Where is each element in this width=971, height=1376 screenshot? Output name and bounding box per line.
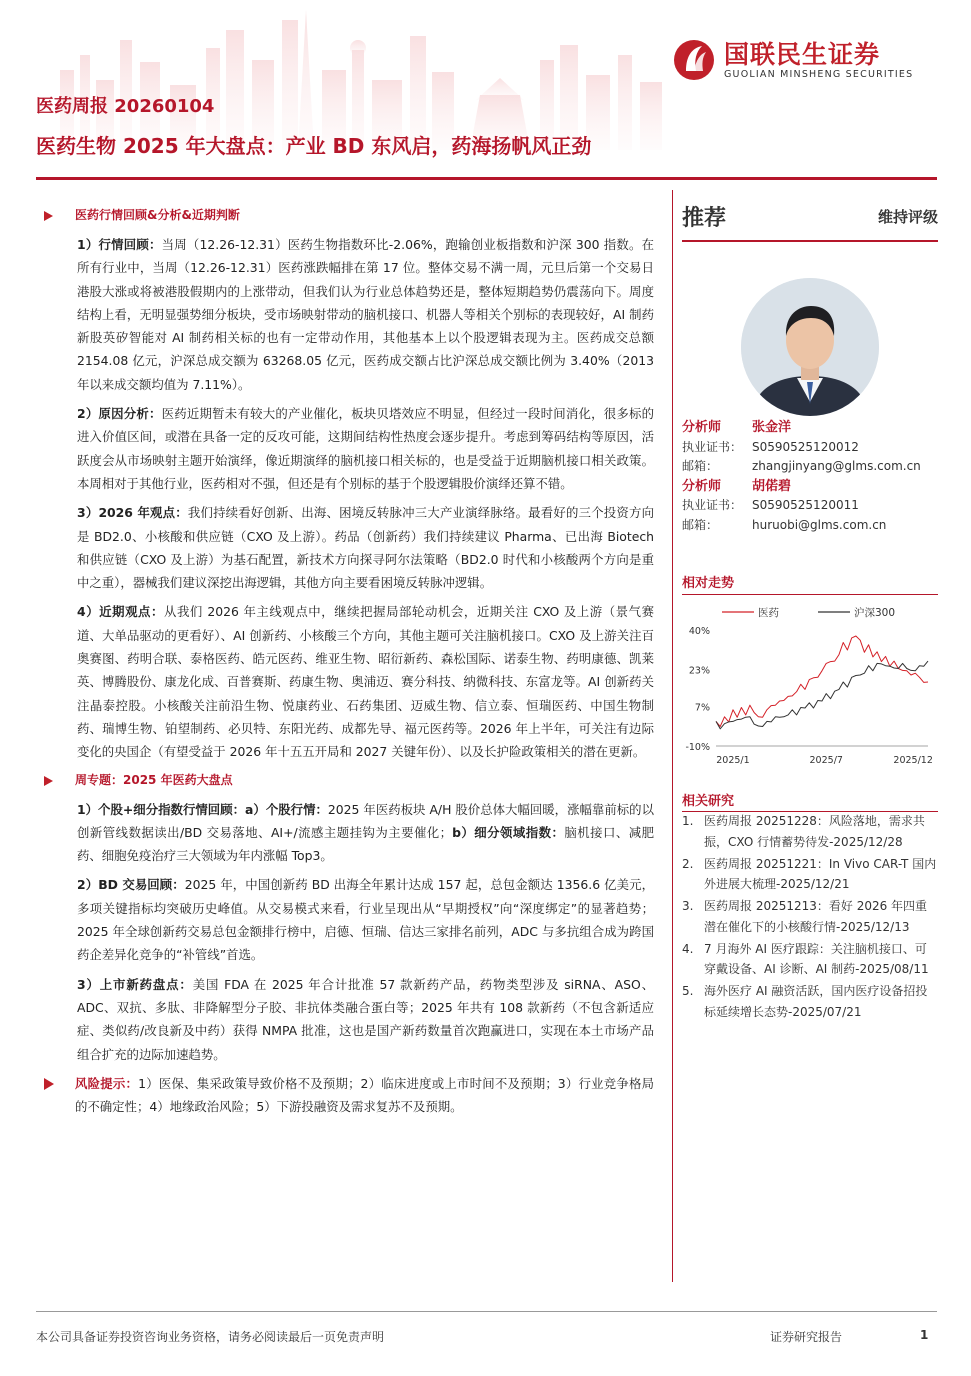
paragraph-cause-analysis xyxy=(77,402,654,495)
footer-doc-type: 证券研究报告 xyxy=(770,1330,843,1344)
paragraph-text: 脑机接口、减肥药、细胞免疫治疗三大领域为年内涨幅 Top3。 xyxy=(77,824,655,864)
paragraph-label: 1）行情回顾： xyxy=(77,237,162,252)
paragraph-text: 2025 年医药板块 A/H 股价总体大幅回暖，涨幅靠前标的以创新管线数据读出/BD 交易落地、AI+/流感主题挂钩为主要催化； xyxy=(77,801,654,840)
triangle-bullet-icon xyxy=(44,776,53,786)
analyst2-email[interactable]: huruobi@glms.com.cn xyxy=(752,517,887,532)
analyst1-role: 分析师 xyxy=(682,420,722,435)
related-research-item[interactable] xyxy=(682,896,938,937)
risk-text: 1）医保、集采政策导致价格不及预期；2）临床进度或上市时间不及预期；3）行业竞争格局的不确定性；4）地缘政治风险；5）下游投融资及需求复苏不及预期。 xyxy=(75,1075,654,1115)
risk-warning xyxy=(44,1072,654,1119)
paragraph-bd-review xyxy=(77,873,654,966)
y-tick-label: 23% xyxy=(688,665,710,677)
x-tick-label: 2025/1 xyxy=(716,755,750,766)
y-tick-label: 40% xyxy=(688,626,710,637)
x-tick-label: 2025/12 xyxy=(893,755,933,766)
paragraph-2026-outlook xyxy=(77,501,654,594)
triangle-bullet-icon xyxy=(44,211,53,221)
analyst2-cert: S0590525120011 xyxy=(752,498,859,512)
analyst2-role: 分析师 xyxy=(682,478,722,494)
title-divider xyxy=(36,177,937,180)
related-item-number: 5. xyxy=(682,984,694,998)
chart-x-axis xyxy=(716,746,933,766)
risk-label: 风险提示： xyxy=(75,1075,139,1091)
logo-mark-icon xyxy=(672,38,716,82)
series-line xyxy=(716,636,928,727)
chart-y-axis xyxy=(685,626,710,753)
y-tick-label: -10% xyxy=(685,742,710,753)
related-research-heading: 相关研究 xyxy=(682,794,735,809)
footer-disclaimer: 本公司具备证券投资咨询业务资格，请务必阅读最后一页免责声明 xyxy=(36,1330,385,1344)
related-research-item[interactable] xyxy=(682,854,938,895)
sidebar-rating xyxy=(682,196,938,242)
analyst2-name: 胡偌碧 xyxy=(752,478,792,494)
section-heading-text: 医药行情回顾&分析&近期判断 xyxy=(75,208,240,223)
paragraph-text: 美国 FDA 在 2025 年合计批准 57 款新药产品，药物类型涉及 siRNA、ASO、ADC、双抗、多肽、非降解型分子胶、非抗体类融合蛋白等；2025 年共有 108 款新药（不包含新适应症、类似药/改良新及中药）获得 NMPA 批准，这也是国产新药数量首次跑赢进口，实现在本土市场产品组合扩充的边际加速趋势。 xyxy=(77,976,654,1062)
analyst1-email-label: 邮箱： xyxy=(682,459,719,473)
section-heading-market xyxy=(44,205,654,227)
related-item-number: 1. xyxy=(682,814,694,828)
triangle-bullet-icon xyxy=(44,1078,54,1090)
paragraph-label: 1）个股+细分指数行情回顾：a）个股行情： xyxy=(77,801,328,817)
x-tick-label: 2025/7 xyxy=(809,755,843,766)
related-item-number: 4. xyxy=(682,941,694,956)
related-item-number: 2. xyxy=(682,856,694,871)
logo-english-name: GUOLIAN MINSHENG SECURITIES xyxy=(724,68,914,80)
rating-divider xyxy=(682,240,938,242)
y-tick-label: 7% xyxy=(694,702,710,714)
section-heading-text: 周专题：2025 年医药大盘点 xyxy=(75,772,233,787)
paragraph-recent-views xyxy=(77,600,654,763)
legend-label: 医药 xyxy=(758,607,779,619)
paragraph-label: 2）原因分析： xyxy=(77,406,162,422)
analyst-info xyxy=(682,418,938,535)
analyst1-cert-label: 执业证书： xyxy=(682,439,743,454)
relative-trend-chart xyxy=(682,600,938,775)
rating-note: 维持评级 xyxy=(877,207,938,226)
related-item-number: 3. xyxy=(682,899,694,913)
paragraph-text: 医药近期暂未有较大的产业催化，板块贝塔效应不明显，但经过一段时间消化，很多标的进入价值区间，或潜在具备一定的反攻可能，这期间结构性热度会逐步提升。考虑到筹码结构等原因，活跃度会从市场映射主题开始演绎，像近期演绎的脑机接口相关标的，也是受益于近期脑机接口相关政策。本周相对于其他行业，医药相对不强，但还是有个别标的基于个股逻辑股价演绎还算不错。 xyxy=(77,406,655,491)
paragraph-text: 2025 年，中国创新药 BD 出海全年累计达成 157 起，总包金额达 1356.6 亿美元，多项关键指标均突破历史峰值。从交易模式来看，行业呈现出从“早期授权”向“深度绑定”的显著趋势；2025 年全球创新药交易总包金额排行榜中，启德、恒瑞、信达三家排名前列，ADC 与多抗组合成为跨国药企差异化竞争的“补管线”首选。 xyxy=(77,877,654,963)
related-research-item[interactable] xyxy=(682,811,938,852)
analyst1-name: 张金洋 xyxy=(752,420,792,435)
report-tag: 医药周报 20260104 xyxy=(36,96,215,117)
related-research-list xyxy=(682,811,938,1024)
section-heading-topic xyxy=(44,770,654,792)
analyst1-email[interactable]: zhangjinyang@glms.com.cn xyxy=(752,459,921,473)
legend-label: 沪深300 xyxy=(854,607,896,619)
paragraph-text: 从我们 2026 年主线观点中，继续把握局部轮动机会，近期关注 CXO 及上游（景气赛道、大单品驱动的更看好）、AI 创新药、小核酸三个方向，其他主题可关注脑机接口。CXO 及上游关注百奥赛图、药明合联、泰格医药、皓元医药、维亚生物、昭衍新药、森松国际、诺泰生物、药明康德、凯莱英、博腾股份、康龙化成、百普赛斯、药康生物、奥浦迈、赛分科技、纳微科技、东富龙等。AI 创新药关注晶泰控股。小核酸关注前沿生物、悦康药业、石药集团、迈威生物、信立泰、恒瑞医药、中国生物制药、瑞博生物、铂望制药、必贝特、东阳光药、成都先导、福元医药等。2026 年上半年，可关注有边际变化的央国企（有望受益于 2026 年十五五开局和 2027 关键年份）、以及长护险政策相关的潜在更新。 xyxy=(77,604,655,760)
paragraph-text: 当周（12.26-12.31）医药生物指数环比-2.06%，跑输创业板指数和沪深 300 指数。在所有行业中，当周（12.26-12.31）医药涨跌幅排在第 17 位。整体交易不满一周，元旦后第一个交易日港股大涨或将被港股假期内的上涨带动，但我们认为行业总体趋势还是，整体短期趋势仍震荡向下。周度结构上看，无明显强势细分板块，受市场映射带动的脑机接口、机器人等相关个别标的表现较好，AI 制药新股英矽智能对 AI 制药相关标的也有一定带动作用，其他基本上以个股逻辑表现为主。医药成交总额 2154.08 亿元，沪深总成交额为 63268.05 亿元，医药成交额占比沪深总成交额比例为 3.40%（2013 年以来成交额均值为 7.11%）。 xyxy=(77,237,655,392)
analyst2-email-label: 邮箱： xyxy=(682,517,719,532)
main-content xyxy=(44,205,654,1118)
paragraph-label: 2）BD 交易回顾： xyxy=(77,877,185,893)
logo-chinese-name: 国联民生证券 xyxy=(724,39,881,69)
footer-divider xyxy=(36,1311,937,1312)
paragraph-label: 3）2026 年观点： xyxy=(77,505,188,521)
analyst-photo xyxy=(741,278,879,416)
related-item-text: 医药周报 20251213：看好 2026 年四重潜在催化下的小核酸行情-2025/12/13 xyxy=(704,899,928,934)
page-number: 1 xyxy=(920,1328,929,1342)
column-divider xyxy=(672,190,673,1282)
rating-value: 推荐 xyxy=(682,205,727,231)
paragraph-market-review xyxy=(77,233,654,396)
report-title: 医药生物 2025 年大盘点：产业 BD 东风启，药海扬帆风正劲 xyxy=(36,134,592,158)
chart-heading-divider xyxy=(682,594,938,595)
paragraph-stock-review xyxy=(77,798,654,868)
related-research-item[interactable] xyxy=(682,939,938,980)
related-item-text: 医药周报 20251228：风险落地，需求共振，CXO 行情蓄势待发-2025/12/28 xyxy=(704,814,925,849)
company-logo xyxy=(672,38,913,82)
related-item-text: 7 月海外 AI 医疗跟踪：关注脑机接口、可穿戴设备、AI 诊断、AI 制药-2025/08/11 xyxy=(704,941,929,976)
analyst2-cert-label: 执业证书： xyxy=(682,498,743,512)
paragraph-label: b）细分领域指数： xyxy=(452,824,565,840)
related-item-text: 医药周报 20251221：In Vivo CAR-T 国内外进展大梳理-2025/12/21 xyxy=(704,856,937,891)
related-research-item[interactable] xyxy=(682,981,938,1022)
analyst1-cert: S0590525120012 xyxy=(752,439,859,454)
paragraph-label: 3）上市新药盘点： xyxy=(77,976,193,992)
chart-heading: 相对走势 xyxy=(682,576,735,591)
paragraph-label: 4）近期观点： xyxy=(77,604,164,620)
chart-legend xyxy=(722,606,895,619)
chart-series xyxy=(716,636,928,729)
related-item-text: 海外医疗 AI 融资活跃，国内医疗设备招投标延续增长态势-2025/07/21 xyxy=(704,984,928,1019)
paragraph-new-drugs xyxy=(77,973,654,1066)
avatar-portrait-icon xyxy=(741,278,879,416)
paragraph-text: 我们持续看好创新、出海、困境反转脉冲三大产业演绎脉络。最看好的三个投资方向是 BD2.0、小核酸和供应链（CXO 及上游）。药品（创新药）我们持续建议 Pharma、已出海 Biotech 和供应链（CXO 及上游）为基石配置，新技术方向探寻阿尔法策略（BD2.0 时代和小核酸两个方向是重中之重），器械我们建议深挖出海逻辑，其他方向主要看困境反转脉冲逻辑。 xyxy=(77,505,655,591)
